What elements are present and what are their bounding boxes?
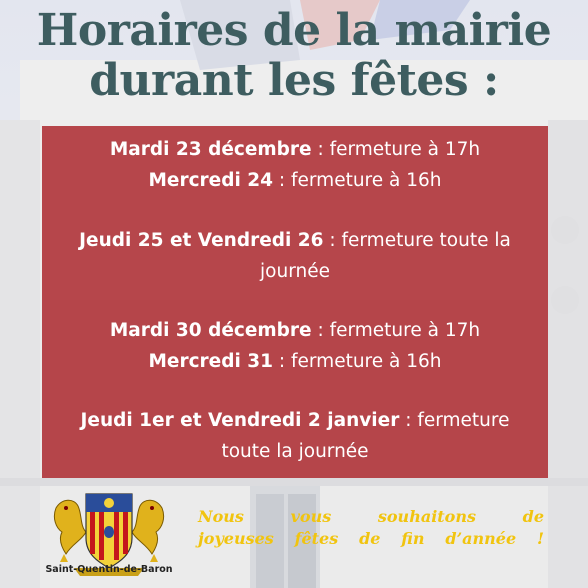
schedule-line: Mercredi 24 : fermeture à 16h bbox=[148, 170, 442, 191]
schedule-line: Mardi 23 décembre : fermeture à 17h bbox=[109, 139, 481, 160]
holiday-message bbox=[198, 506, 544, 550]
right-lion-icon bbox=[132, 500, 164, 562]
schedule-line: Jeudi 25 et Vendredi 26 : fermeture toute la bbox=[79, 230, 511, 251]
schedule-line: journée bbox=[260, 261, 330, 282]
schedule-line: Jeudi 1er et Vendredi 2 janvier : fermeture bbox=[80, 410, 510, 431]
schedule-line: Mardi 30 décembre : fermeture à 17h bbox=[109, 320, 481, 341]
title-line-1: Horaires de la mairie bbox=[36, 5, 552, 56]
message-line-2: joyeuses fêtes de fin d’année ! bbox=[198, 529, 544, 548]
title-line-2: durant les fêtes : bbox=[89, 55, 499, 106]
logo-town-name: Saint-Quentin-de-Baron bbox=[45, 564, 173, 575]
page-title bbox=[0, 6, 588, 106]
message-line-1: Nous vous souhaitons de bbox=[198, 507, 544, 526]
left-lion-icon bbox=[54, 500, 86, 562]
schedule-line: Mercredi 31 : fermeture à 16h bbox=[148, 351, 442, 372]
shield-icon bbox=[86, 494, 132, 568]
schedule-line: toute la journée bbox=[221, 441, 369, 462]
